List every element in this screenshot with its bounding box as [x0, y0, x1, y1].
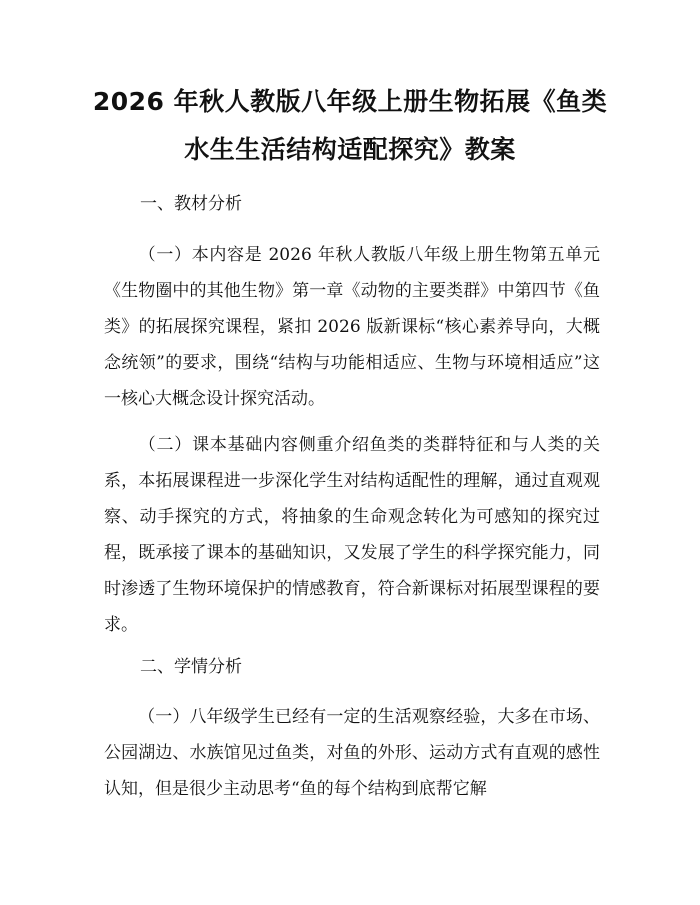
- paragraph-text: （一）本内容是 2026 年秋人教版八年级上册生物第五单元《生物圈中的其他生物》第一章《动物的主要类群》中第四节《鱼类》的拓展探究课程，紧扣 2026 版新课标“核心素养导向，大概念统领”的要求，围绕“结构与功能相适应、生物与环境相适应”这一核心大概念设计探究活动。: [104, 245, 600, 409]
- paragraph: [104, 237, 600, 417]
- paragraph: [104, 699, 600, 807]
- paragraph-text: （二）课本基础内容侧重介绍鱼类的类群特征和与人类的关系，本拓展课程进一步深化学生对结构适配性的理解，通过直观观察、动手探究的方式，将抽象的生命观念转化为可感知的探究过程，既承接了课本的基础知识，又发展了学生的科学探究能力，同时渗透了生物环境保护的情感教育，符合新课标对拓展型课程的要求。: [104, 435, 600, 635]
- paragraph: [104, 427, 600, 643]
- section-heading-student-analysis: 二、学情分析: [140, 657, 242, 677]
- document-title-line-2: 水生生活结构适配探究》教案: [184, 135, 516, 164]
- paragraph-text: （一）八年级学生已经有一定的生活观察经验，大多在市场、公园湖边、水族馆见过鱼类，对鱼的外形、运动方式有直观的感性认知，但是很少主动思考“鱼的每个结构到底帮它解: [104, 707, 600, 799]
- document-title-line-1: 2026 年秋人教版八年级上册生物拓展《鱼类: [92, 87, 608, 116]
- section-heading-textbook-analysis: 一、教材分析: [140, 194, 242, 214]
